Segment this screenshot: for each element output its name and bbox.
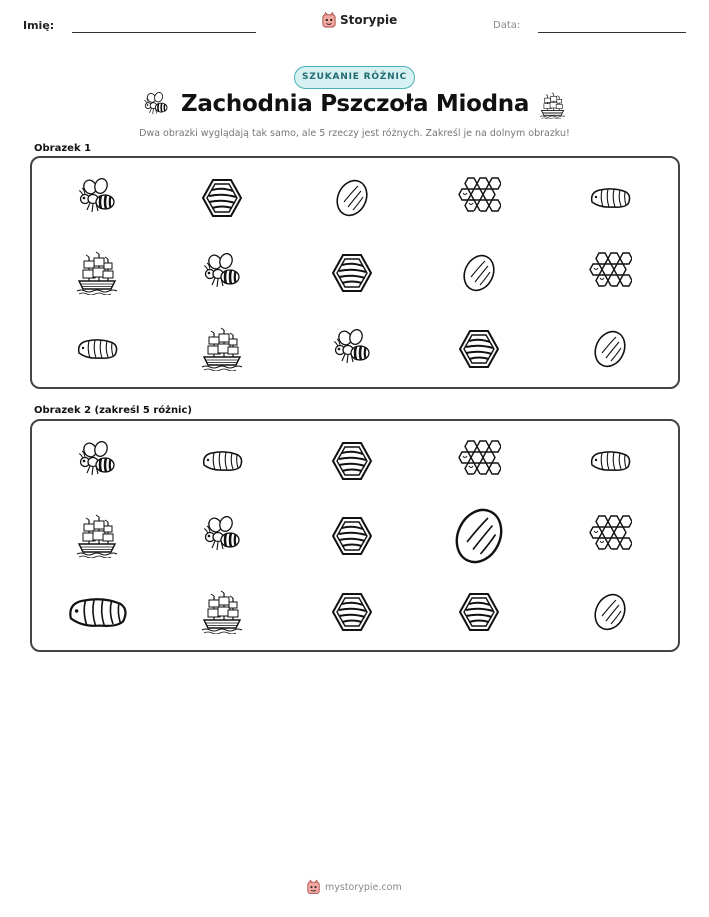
brand-name: Storypie <box>340 13 398 27</box>
larva-icon[interactable] <box>200 447 244 475</box>
bee-icon[interactable] <box>77 441 117 481</box>
bee-icon-graphic <box>77 178 117 218</box>
honeycomb-cell-icon[interactable] <box>332 592 372 632</box>
bee-icon <box>143 92 169 118</box>
honeycomb-cell-icon[interactable] <box>459 592 499 632</box>
ship-icon[interactable] <box>75 514 119 558</box>
larva-icon-graphic <box>588 447 632 475</box>
seed-icon-graphic <box>449 506 509 566</box>
name-field[interactable] <box>72 32 256 33</box>
bee-icon-graphic <box>77 441 117 481</box>
storypie-logo-icon <box>322 12 336 28</box>
larva-icon-graphic <box>75 335 119 363</box>
ship-icon <box>539 92 566 119</box>
bee-icon[interactable] <box>202 516 242 556</box>
honeycomb-icon-graphic <box>588 251 632 295</box>
picture-1-label: Obrazek 1 <box>34 143 92 154</box>
ship-icon-graphic <box>200 590 244 634</box>
seed-icon-graphic <box>332 178 372 218</box>
footer <box>307 879 402 895</box>
bee-icon-graphic <box>332 329 372 369</box>
honeycomb-icon[interactable] <box>457 439 501 483</box>
ship-icon-graphic <box>200 327 244 371</box>
honeycomb-cell-icon-graphic <box>332 516 372 556</box>
larva-icon-graphic <box>588 184 632 212</box>
worksheet-type-badge: SZUKANIE RÓŻNIC <box>294 66 415 89</box>
instructions: Dwa obrazki wyglądają tak samo, ale 5 rzeczy jest różnych. Zakreśl je na dolnym obrazku! <box>139 128 570 139</box>
honeycomb-cell-icon <box>459 329 499 369</box>
larva-icon-graphic <box>200 447 244 475</box>
honeycomb-cell-icon-graphic <box>459 592 499 632</box>
larva-icon <box>588 184 632 212</box>
seed-icon[interactable] <box>590 592 630 632</box>
bee-icon <box>77 178 117 218</box>
honeycomb-cell-icon <box>202 178 242 218</box>
honeycomb-cell-icon <box>332 253 372 293</box>
ship-icon <box>200 327 244 371</box>
seed-icon <box>332 178 372 218</box>
honeycomb-cell-icon-graphic <box>332 441 372 481</box>
seed-icon-graphic <box>590 592 630 632</box>
bee-icon-graphic <box>202 253 242 293</box>
ship-icon[interactable] <box>200 590 244 634</box>
date-field[interactable] <box>538 32 686 33</box>
footer-url: mystorypie.com <box>325 881 402 893</box>
honeycomb-icon[interactable] <box>588 514 632 558</box>
bee-icon <box>202 253 242 293</box>
honeycomb-icon-graphic <box>457 176 501 220</box>
larva-icon[interactable] <box>588 447 632 475</box>
honeycomb-cell-icon-graphic <box>332 592 372 632</box>
bee-icon <box>332 329 372 369</box>
honeycomb-cell-icon-graphic <box>202 178 242 218</box>
honeycomb-icon <box>457 176 501 220</box>
seed-icon-graphic <box>459 253 499 293</box>
ship-icon <box>75 251 119 295</box>
larva-icon <box>75 335 119 363</box>
honeycomb-icon-graphic <box>457 439 501 483</box>
seed-icon <box>590 329 630 369</box>
honeycomb-cell-icon[interactable] <box>332 441 372 481</box>
honeycomb-cell-icon[interactable] <box>332 516 372 556</box>
seed-icon[interactable] <box>449 506 509 566</box>
date-label: Data: <box>493 20 521 31</box>
larva-icon[interactable] <box>65 592 129 633</box>
page-title: Zachodnia Pszczoła Miodna <box>180 91 530 117</box>
brand <box>322 12 397 28</box>
seed-icon <box>459 253 499 293</box>
honeycomb-icon-graphic <box>588 514 632 558</box>
ship-icon-graphic <box>75 514 119 558</box>
picture-1-panel <box>30 156 680 389</box>
larva-icon-graphic <box>65 592 129 633</box>
seed-icon-graphic <box>590 329 630 369</box>
bee-icon-graphic <box>202 516 242 556</box>
honeycomb-cell-icon-graphic <box>332 253 372 293</box>
picture-2-label: Obrazek 2 (zakreśl 5 różnic) <box>34 405 192 416</box>
ship-icon-graphic <box>75 251 119 295</box>
honeycomb-icon <box>588 251 632 295</box>
name-label: Imię: <box>23 19 55 32</box>
picture-2-panel[interactable] <box>30 419 680 652</box>
storypie-logo-icon <box>307 879 320 895</box>
honeycomb-cell-icon-graphic <box>459 329 499 369</box>
